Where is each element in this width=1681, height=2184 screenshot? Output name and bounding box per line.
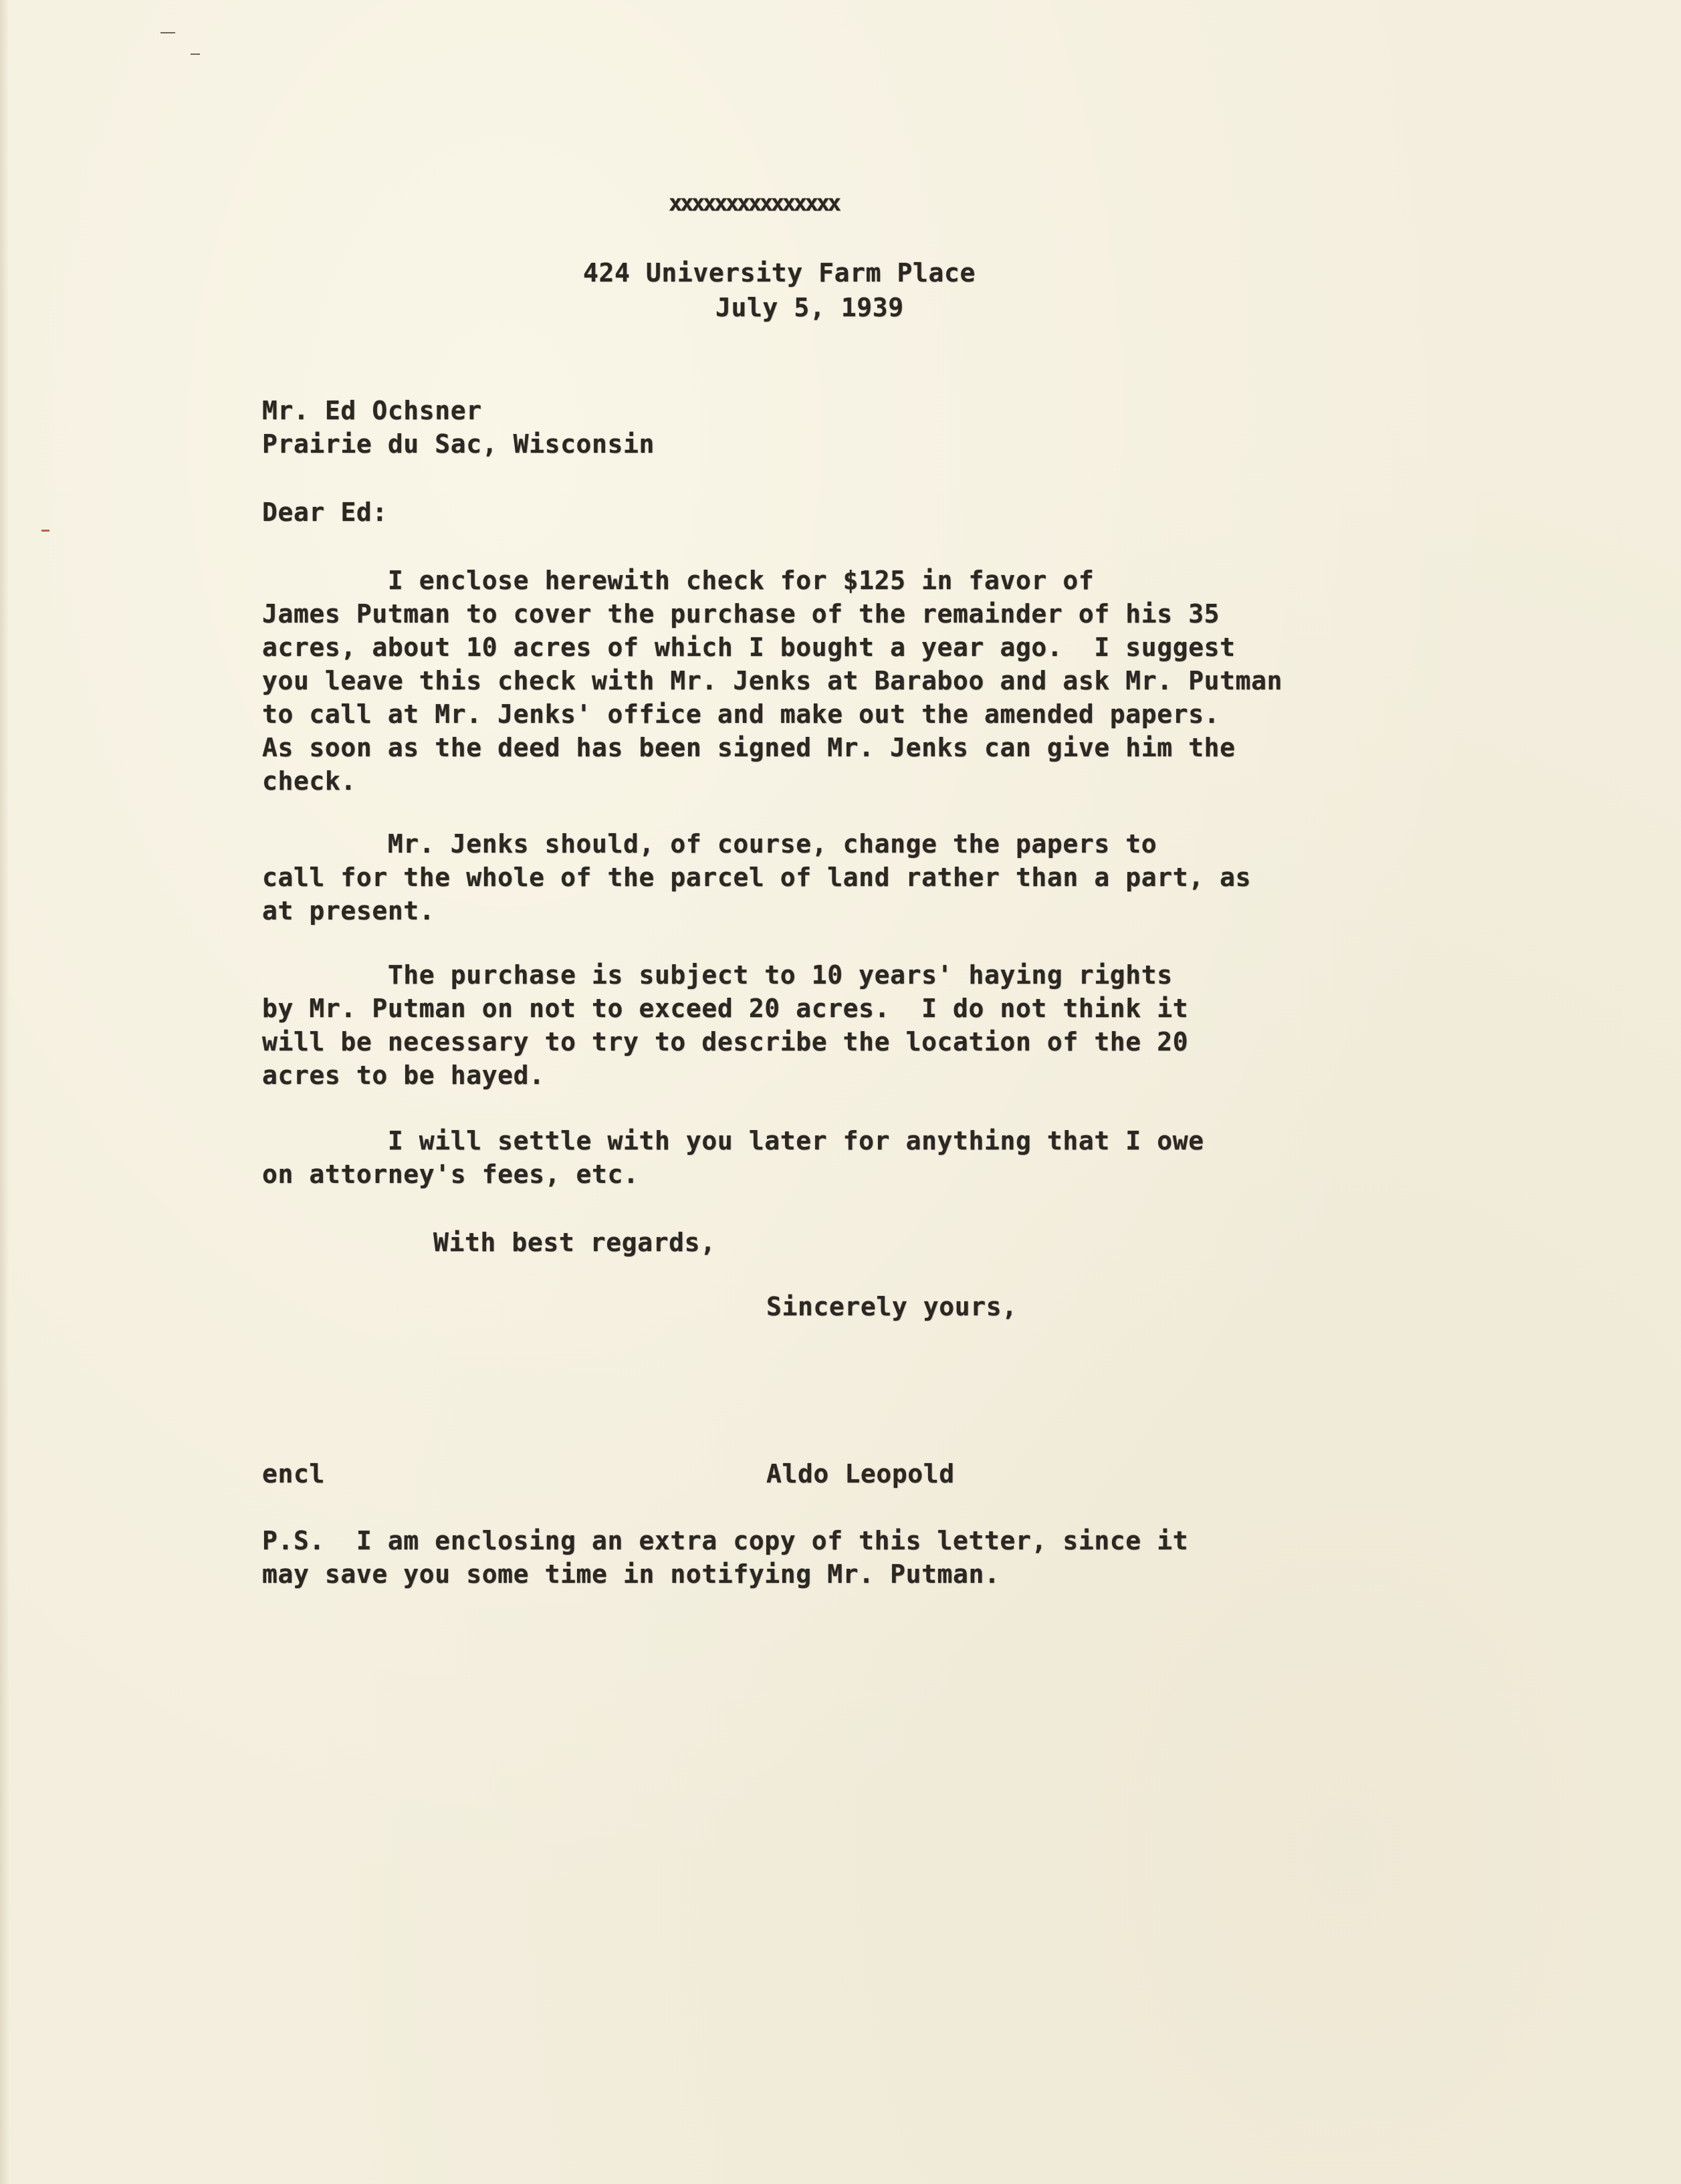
body-line: I enclose herewith check for $125 in favor of: [262, 566, 1095, 595]
enclosure-note: encl: [262, 1459, 325, 1489]
salutation: Dear Ed:: [262, 498, 388, 527]
body-line: As soon as the deed has been signed Mr. Jenks can give him the: [262, 733, 1236, 762]
body-line: to call at Mr. Jenks' office and make out the amended papers.: [262, 699, 1220, 729]
body-line: by Mr. Putman on not to exceed 20 acres. I do not think it: [262, 994, 1189, 1023]
recipient-location: Prairie du Sac, Wisconsin: [262, 429, 655, 459]
body-line: acres to be hayed.: [262, 1061, 545, 1090]
body-line: at present.: [262, 896, 435, 925]
complimentary-close: Sincerely yours,: [766, 1292, 1018, 1321]
body-line: you leave this check with Mr. Jenks at Baraboo and ask Mr. Putman: [262, 666, 1283, 695]
body-line: call for the whole of the parcel of land rather than a part, as: [262, 863, 1252, 892]
body-line: I will settle with you later for anything that I owe: [262, 1126, 1204, 1156]
closing-line: With best regards,: [433, 1228, 716, 1257]
recipient-name: Mr. Ed Ochsner: [262, 396, 482, 425]
edge-mark: [191, 53, 200, 55]
postscript-line: may save you some time in notifying Mr. Putman.: [262, 1559, 1000, 1589]
body-line: James Putman to cover the purchase of the remainder of his 35: [262, 599, 1220, 629]
body-line: acres, about 10 acres of which I bought a year ago. I suggest: [262, 633, 1236, 662]
body-line: The purchase is subject to 10 years' haying rights: [262, 960, 1173, 990]
letter-date: July 5, 1939: [715, 293, 904, 322]
sender-address: 424 University Farm Place: [583, 258, 976, 288]
postscript-line: P.S. I am enclosing an extra copy of this letter, since it: [262, 1526, 1189, 1555]
body-line: on attorney's fees, etc.: [262, 1160, 639, 1189]
body-line: will be necessary to try to describe the location of the 20: [262, 1027, 1189, 1057]
body-line: Mr. Jenks should, of course, change the papers to: [262, 829, 1157, 859]
struck-heading: xxxxxxxxxxxxxxx: [669, 190, 839, 217]
edge-mark: [160, 32, 175, 33]
edge-mark: [41, 530, 49, 532]
body-line: check.: [262, 766, 356, 796]
signer-name: Aldo Leopold: [766, 1459, 955, 1489]
